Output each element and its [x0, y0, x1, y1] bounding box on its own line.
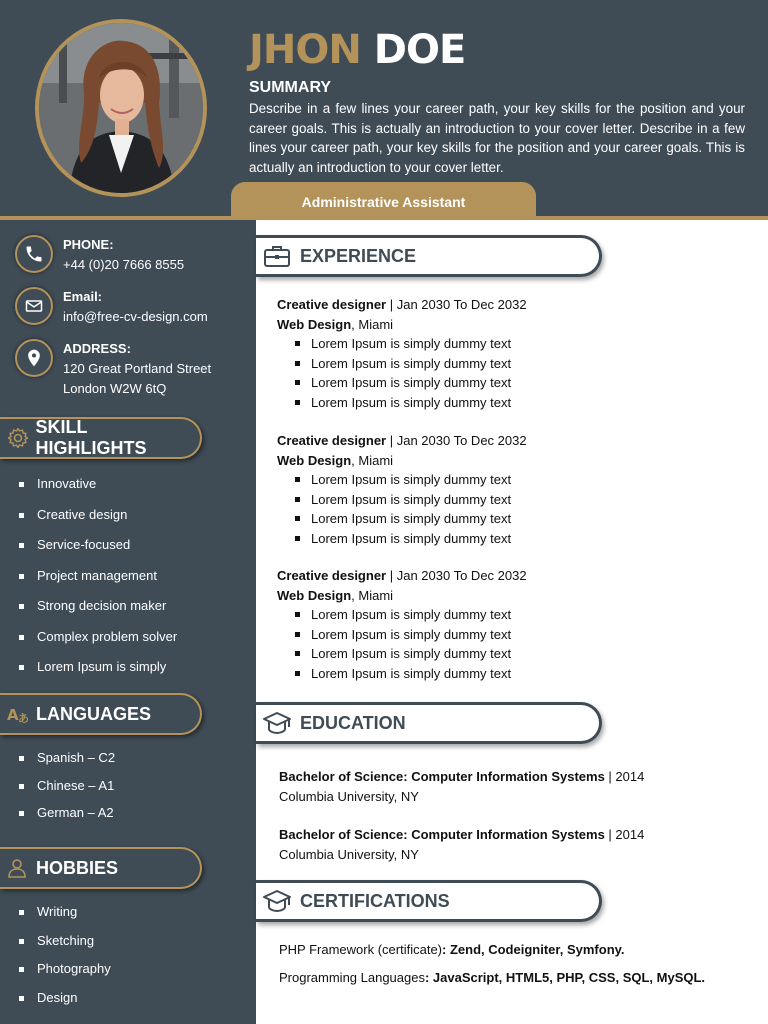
- list-item: Writing: [19, 904, 111, 933]
- job-location: , Miami: [351, 587, 394, 603]
- list-item: German – A2: [19, 805, 115, 833]
- job-company: Web Design: [277, 452, 352, 468]
- job-dates: | Jan 2030 To Dec 2032: [389, 568, 527, 583]
- list-item: Sketching: [19, 933, 111, 962]
- contact-phone: [15, 235, 255, 285]
- degree-name: Bachelor of Science: Computer Information Systems: [279, 827, 605, 842]
- list-item: Lorem Ipsum is simply: [19, 659, 177, 690]
- experience-heading: [256, 235, 602, 277]
- job-bullets: [293, 470, 747, 548]
- skills-list: [19, 476, 177, 690]
- experience-entry: [277, 566, 747, 683]
- school-name: Columbia University, NY: [279, 788, 419, 804]
- cert-value: : JavaScript, HTML5, PHP, CSS, SQL, MySQL.: [424, 970, 706, 985]
- list-item: Lorem Ipsum is simply dummy text: [293, 334, 747, 354]
- summary-text: Describe in a few lines your career path, your key skills for the position and your career goals. This is actually an introduction to your cover letter. Describe in a few lines your career path, your key skills for the position and your career goals. This is actually an introduction to your cover letter.: [249, 101, 745, 175]
- job-location: , Miami: [351, 316, 394, 332]
- list-item: Complex problem solver: [19, 629, 177, 660]
- experience-entry: [277, 431, 747, 548]
- job-role: Creative designer: [277, 433, 387, 448]
- phone-icon: [15, 235, 53, 273]
- translate-icon: [4, 700, 32, 728]
- email-value: info@free-cv-design.com: [63, 309, 208, 324]
- list-item: Lorem Ipsum is simply dummy text: [293, 490, 747, 510]
- languages-heading: [0, 693, 202, 735]
- list-item: Project management: [19, 568, 177, 599]
- job-company: Web Design: [277, 587, 352, 603]
- degree-year: | 2014: [608, 769, 645, 784]
- list-item: Lorem Ipsum is simply dummy text: [293, 644, 747, 664]
- list-item: Design: [19, 990, 111, 1019]
- education-entry: [279, 767, 749, 806]
- person-icon: [4, 854, 32, 882]
- hobbies-list: [19, 904, 111, 1018]
- svg-text:A: A: [7, 706, 19, 724]
- address-line-2: London W2W 6tQ: [63, 380, 167, 396]
- last-name: DOE: [373, 27, 466, 73]
- gear-icon: [4, 424, 31, 452]
- job-bullets: [293, 605, 747, 683]
- contact-address: [15, 339, 255, 396]
- job-title-tab: Administrative Assistant: [231, 182, 536, 220]
- list-item: Lorem Ipsum is simply dummy text: [293, 373, 747, 393]
- cert-label: PHP Framework (certificate): [279, 942, 443, 957]
- summary-title: SUMMARY: [249, 79, 332, 96]
- graduation-cap-icon: [260, 884, 294, 918]
- certifications-heading: [256, 880, 602, 922]
- certifications-title: CERTIFICATIONS: [300, 890, 450, 911]
- location-pin-icon: [15, 339, 53, 377]
- degree-year: | 2014: [608, 827, 645, 842]
- list-item: Lorem Ipsum is simply dummy text: [293, 605, 747, 625]
- list-item: Service-focused: [19, 537, 177, 568]
- list-item: Creative design: [19, 507, 177, 538]
- degree-name: Bachelor of Science: Computer Information Systems: [279, 769, 605, 784]
- job-dates: | Jan 2030 To Dec 2032: [389, 297, 527, 312]
- skills-heading: [0, 417, 202, 459]
- job-bullets: [293, 334, 747, 412]
- job-location: , Miami: [351, 452, 394, 468]
- education-entry: [279, 825, 749, 864]
- list-item: Innovative: [19, 476, 177, 507]
- briefcase-icon: [260, 239, 294, 273]
- languages-title: LANGUAGES: [36, 703, 152, 724]
- certification-line-1: [279, 942, 759, 957]
- profile-photo: [35, 19, 207, 197]
- experience-entry: [277, 295, 747, 412]
- certification-line-2: [279, 970, 759, 985]
- list-item: Lorem Ipsum is simply dummy text: [293, 470, 747, 490]
- list-item: Strong decision maker: [19, 598, 177, 629]
- education-title: EDUCATION: [300, 712, 406, 733]
- skills-title: SKILL HIGHLIGHTS: [35, 417, 147, 458]
- cert-value: : Zend, Codeigniter, Symfony.: [442, 942, 625, 957]
- phone-value: +44 (0)20 7666 8555: [63, 257, 185, 272]
- graduation-cap-icon: [260, 706, 294, 740]
- school-name: Columbia University, NY: [279, 846, 419, 862]
- address-label: ADDRESS:: [63, 341, 131, 356]
- hobbies-heading: [0, 847, 202, 889]
- address-value: [63, 359, 211, 398]
- envelope-icon: [15, 287, 53, 325]
- list-item: Photography: [19, 961, 111, 990]
- job-role: Creative designer: [277, 297, 387, 312]
- experience-title: EXPERIENCE: [300, 245, 417, 266]
- hobbies-title: HOBBIES: [36, 857, 119, 878]
- address-line-1: 120 Great Portland Street: [63, 361, 212, 376]
- job-dates: | Jan 2030 To Dec 2032: [389, 433, 527, 448]
- list-item: Lorem Ipsum is simply dummy text: [293, 509, 747, 529]
- list-item: Lorem Ipsum is simply dummy text: [293, 529, 747, 549]
- phone-label: PHONE:: [63, 237, 114, 252]
- cert-label: Programming Languages: [279, 970, 425, 985]
- job-role: Creative designer: [277, 568, 387, 583]
- languages-list: [19, 750, 115, 833]
- email-label: Email:: [63, 289, 103, 304]
- list-item: Lorem Ipsum is simply dummy text: [293, 664, 747, 684]
- list-item: Lorem Ipsum is simply dummy text: [293, 625, 747, 645]
- svg-text:あ: あ: [18, 712, 29, 725]
- job-company: Web Design: [277, 316, 352, 332]
- candidate-name: [249, 28, 465, 72]
- education-heading: [256, 702, 602, 744]
- list-item: Chinese – A1: [19, 778, 115, 806]
- list-item: Spanish – C2: [19, 750, 115, 778]
- contact-email: [15, 287, 255, 337]
- list-item: Lorem Ipsum is simply dummy text: [293, 354, 747, 374]
- list-item: Lorem Ipsum is simply dummy text: [293, 393, 747, 413]
- first-name: JHON: [249, 27, 361, 73]
